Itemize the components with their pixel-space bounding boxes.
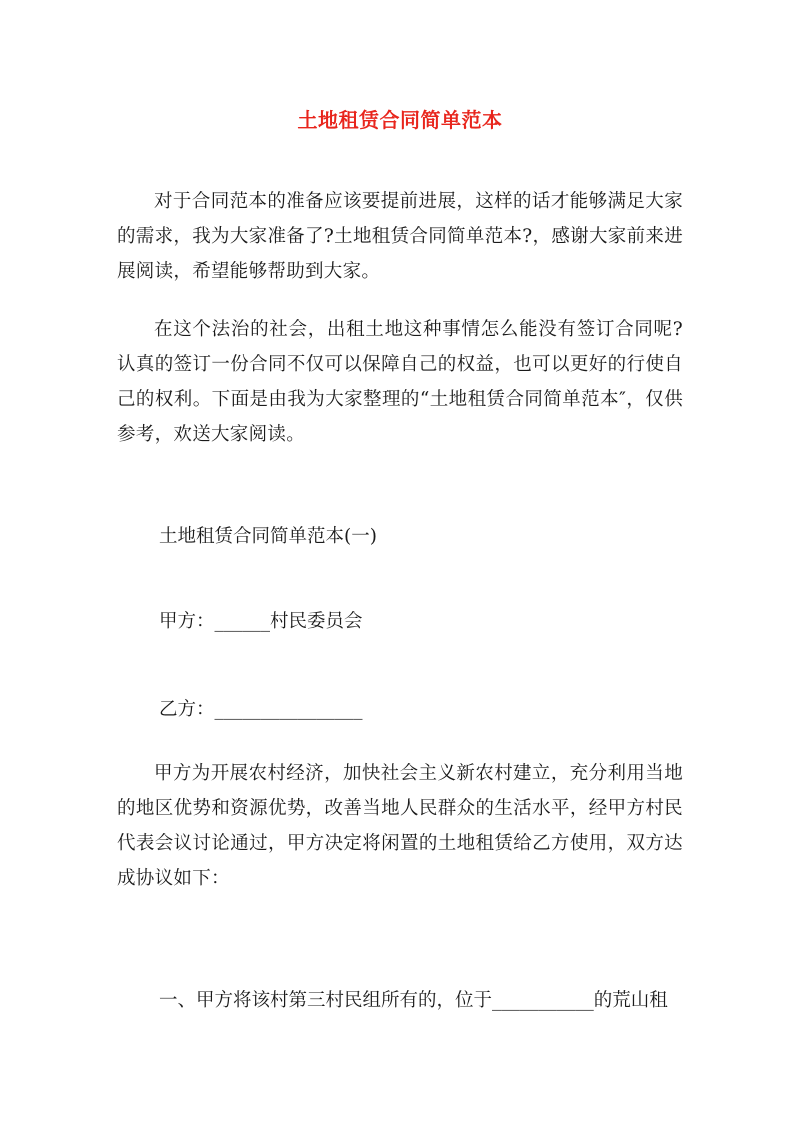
intro-paragraph: 对于合同范本的准备应该要提前进展，这样的话才能够满足大家的需求，我为大家准备了?土地租赁合同简单范本?，感谢大家前来进展阅读，希望能够帮助到大家。 bbox=[117, 191, 683, 282]
intro-paragraph: 在这个法治的社会，出租土地这种事情怎么能没有签订合同呢?认真的签订一份合同不仅可以保障自己的权益，也可以更好的行使自己的权利。下面是由我为大家整理的“土地租赁合同简单范本″，仅供参考，欢送大家阅读。 bbox=[117, 319, 683, 445]
party-b-line: 乙方：________________ bbox=[159, 699, 363, 720]
body-paragraph: 甲方为开展农村经济，加快社会主义新农村建立，充分利用当地的地区优势和资源优势，改善当地人民群众的生活水平，经甲方村民代表会议讨论通过，甲方决定将闲置的土地租赁给乙方使用，双方达成协议如下： bbox=[117, 763, 683, 889]
party-a-line: 甲方：______村民委员会 bbox=[159, 611, 363, 632]
section-subtitle: 土地租赁合同简单范本(一) bbox=[159, 526, 377, 547]
document-title: 土地租赁合同简单范本 bbox=[297, 108, 503, 132]
clause-1-line: 一、甲方将该村第三村民组所有的，位于___________的荒山租 bbox=[159, 990, 668, 1011]
